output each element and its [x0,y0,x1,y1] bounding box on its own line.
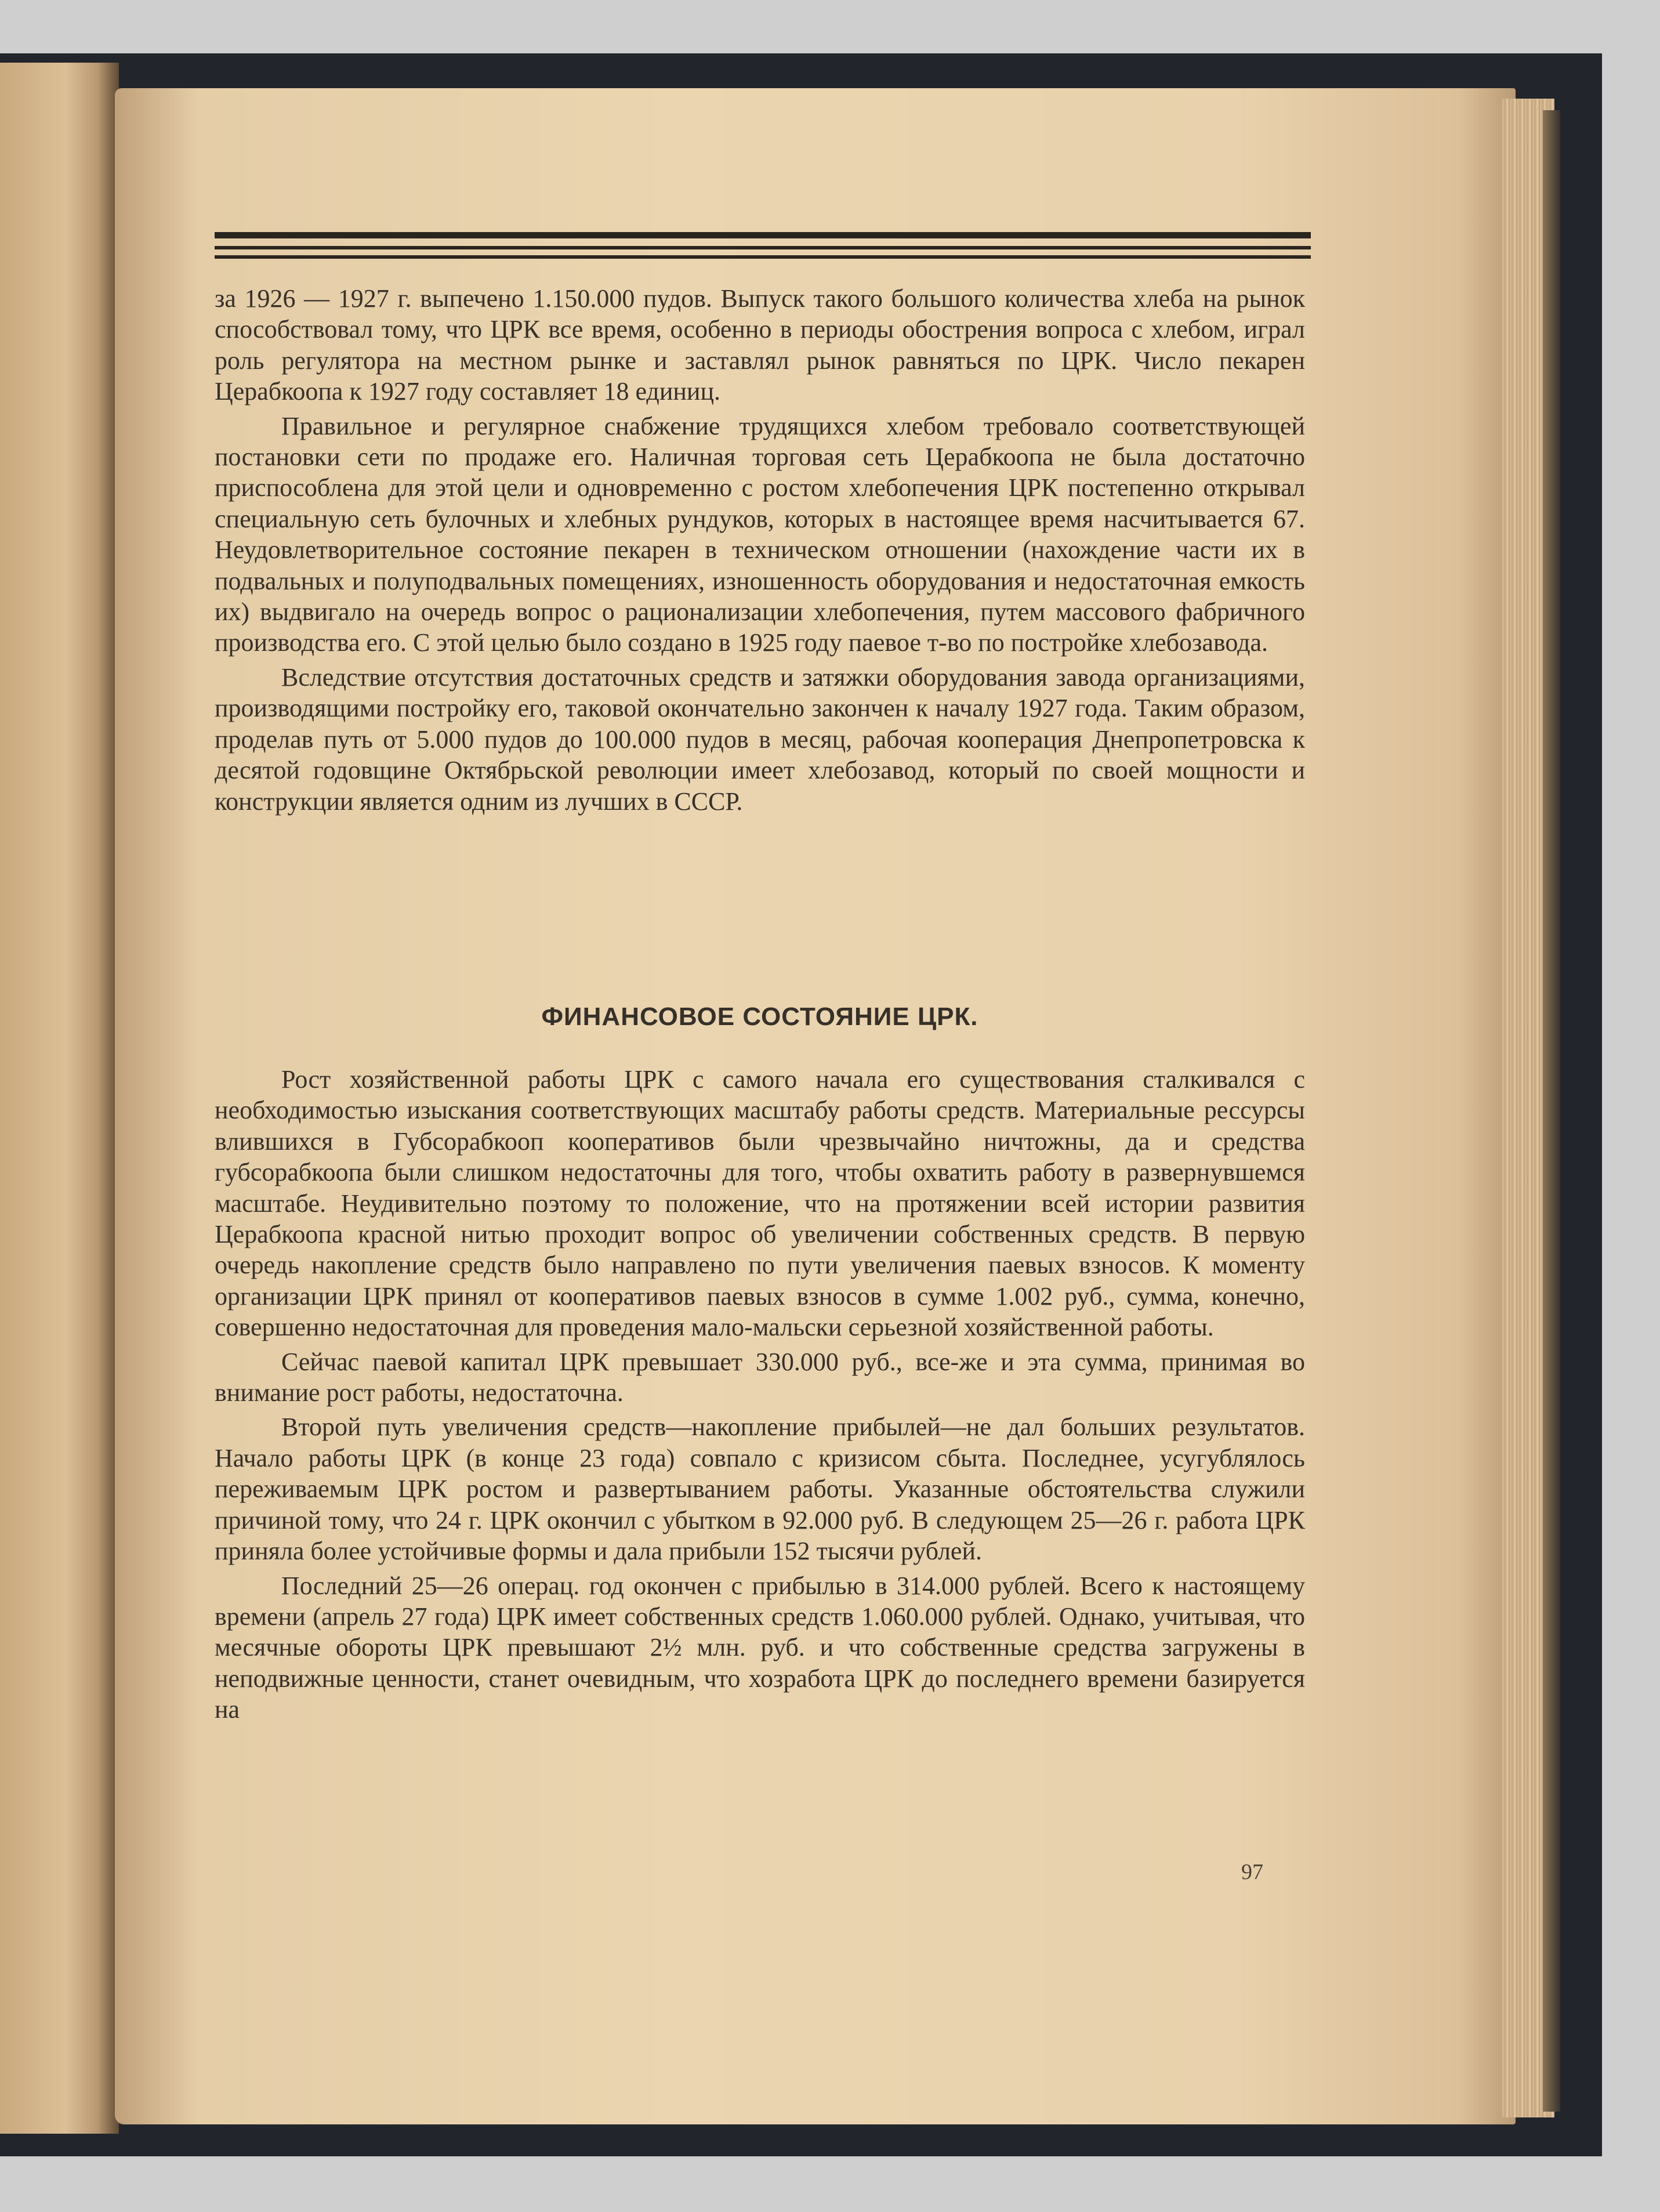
left-page-edge [0,63,119,2134]
section-1-text [215,283,1305,820]
paragraph-1: за 1926 — 1927 г. выпечено 1.150.000 пудов. Выпуск такого большого количества хлеба на рынок способствовал тому, что ЦРК все время, особенно в периоды обострения вопроса с хлебом, играл роль регулятора на местном рынке и заставлял рынок равняться по ЦРК. Число пекарен Церабкоопа к 1927 году составляет 18 единиц. [215,284,1305,406]
paragraph-4: Рост хозяйственной работы ЦРК с самого начала его существования сталкивался с необходимостью изыскания соответствующих масштабу работы средств. Материальные рессурсы влившихся в Губсорабкооп кооперативов были чрезвычайно ничтожны, да и средства губсорабкоопа были слишком недостаточны для того, чтобы охватить работу в развернувшемся масштабе. Неудивительно поэтому то положение, что на протяжении всей истории развития Церабкоопа красной нитью проходит вопрос об увеличении собственных средств. В первую очередь накопление средств было направлено по пути увеличения паевых взносов. К моменту организации ЦРК принял от кооперативов паевых взносов в сумме 1.002 руб., сумма, конечно, совершенно недостаточная для проведения мало-мальски серьезной хозяйственной работы. [215,1065,1305,1342]
paragraph-3: Вследствие отсутствия достаточных средств и затяжки оборудования завода организациями, производящими постройку его, таковой окончательно закончен к началу 1927 года. Таким образом, проделав путь от 5.000 пудов до 100.000 пудов в месяц, рабочая кооперация Днепропетровска к десятой годовщине Октябрьской революции имеет хлебозавод, который по своей мощности и конструкции является одним из лучших в СССР. [215,662,1305,816]
page-number: 97 [1241,1860,1263,1884]
header-rule-thin-2 [215,255,1311,259]
paragraph-5: Сейчас паевой капитал ЦРК превышает 330.000 руб., все-же и эта сумма, принимая во внимание рост работы, недостаточна. [215,1347,1305,1407]
section-2-text [215,1064,1305,1729]
paragraph-2: Правильное и регулярное снабжение трудящихся хлебом требовало соответствующей постановки сети по продаже его. Наличная торговая сеть Церабкоопа не была достаточно приспособлена для этой цели и одновременно с ростом хлебопечения ЦРК постепенно открывал специальную сеть булочных и хлебных рундуков, которых в настоящее время насчитывается 67. Неудовлетворительное состояние пекарен в техническом отношении (нахождение части их в подвальных и полуподвальных помещениях, изношенность оборудования и недостаточная емкость их) выдвигало на очередь вопрос о рационализации хлебопечения, путем массового фабричного производства его. С этой целью было создано в 1925 году паевое т-во по постройке хлебозавода. [215,411,1305,657]
header-rule-thin [215,246,1311,249]
header-rule-thick [215,232,1311,238]
paragraph-6: Второй путь увеличения средств—накопление прибылей—не дал больших результатов. Начало работы ЦРК (в конце 23 года) совпало с кризисом сбыта. Последнее, усугублялось переживаемым ЦРК ростом и развертыванием работы. Указанные обстоятельства служили причиной тому, что 24 г. ЦРК окончил с убытком в 92.000 руб. В следующем 25—26 г. работа ЦРК приняла более устойчивые формы и дала прибыли 152 тысячи рублей. [215,1413,1305,1566]
section-heading: ФИНАНСОВОЕ СОСТОЯНИЕ ЦРК. [541,1002,978,1031]
page-stack-shadow [1543,110,1560,2112]
paragraph-7: Последний 25—26 операц. год окончен с прибылью в 314.000 рублей. Всего к настоящему времени (апрель 27 года) ЦРК имеет собственных средств 1.060.000 рублей. Однако, учитывая, что месячные обороты ЦРК превышают 2½ млн. руб. и что собственные средства загружены в неподвижные ценности, станет очевидным, что хозработа ЦРК до последнего времени базируется на [215,1571,1305,1724]
